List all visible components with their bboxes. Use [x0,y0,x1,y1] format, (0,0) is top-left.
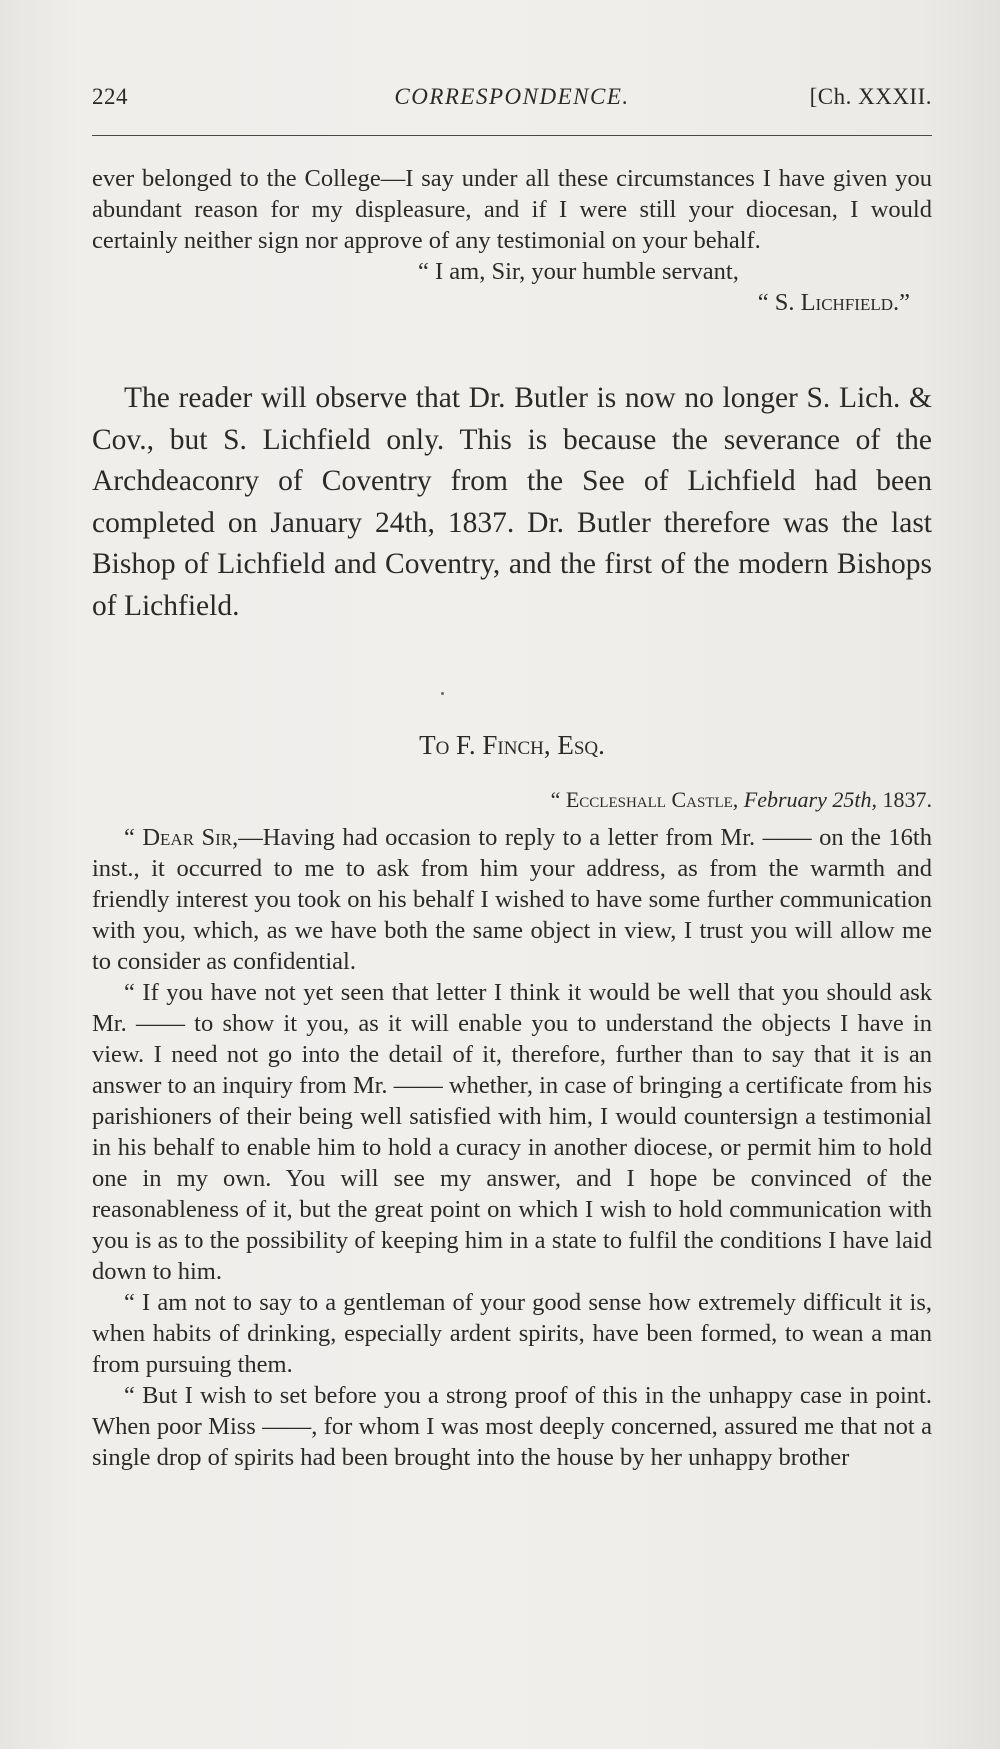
letter-heading-text: To F. Finch, Esq. [419,730,605,760]
dateline-date: February 25th, [743,787,877,812]
ink-speck [441,692,444,695]
running-title: CORRESPONDENCE. [394,84,630,109]
paragraph-text: —Having had occasion to reply to a letter from Mr. —— on the 16th inst., it occurred to me to ask from him your address, as from the warmth and friendly interest you took on his behalf I wished to have some further communication with you, which, as we have both the same object in view, I trust you will allow me to consider as confidential. [92,824,932,975]
letter-closing: “ I am, Sir, your humble servant, [418,258,739,285]
chapter-label: [Ch. XXXII. [809,84,932,109]
letter-paragraph: “ But I wish to set before you a strong proof of this in the unhappy case in point. When poor Miss ——, for whom I was most deeply concerned, assured me that not a single drop of spirits had been brought into the house by her unhappy brother [92,1382,932,1471]
commentary-paragraph [92,378,932,627]
dateline [92,784,932,815]
letter-end [92,163,932,318]
header-rule [92,135,932,136]
salutation: “ Dear Sir, [124,824,239,851]
running-header [92,80,932,116]
letter-body [92,822,932,1473]
commentary-text: The reader will observe that Dr. Butler is now no longer S. Lich. & Cov., but S. Lichfield only. This is because the severance of the Archdeaconry of Coventry from the See of Lichfield had been completed on January 24th, 1837. Dr. Butler therefore was the last Bishop of Lichfield and Coventry, and the first of the modern Bishops of Lichfield. [92,382,932,622]
letter-paragraph: “ I am not to say to a gentleman of your good sense how extremely difficult it is, when habits of drinking, especially ardent spirits, have been formed, to wean a man from pursuing them. [92,1289,932,1378]
dateline-year: 1837. [882,787,932,812]
letter-end-text: ever belonged to the College—I say under all these circumstances I have given you abundant reason for my displeasure, and if I were still your diocesan, I would certainly neither sign nor approve of any testimonial on your behalf. [92,165,932,254]
letter-paragraph [92,822,932,977]
letter-signature: “ S. Lichfield.” [757,289,910,316]
dateline-place: “ Eccleshall Castle, [550,787,739,812]
page-number: 224 [92,84,128,109]
letter-heading [92,725,932,767]
letter-paragraph: “ If you have not yet seen that letter I think it would be well that you should ask Mr. —— to show it you, as it will enable you to understand the objects I have in view. I need not go into the detail of it, therefore, further than to say that it is an answer to an inquiry from Mr. —— whether, in case of bringing a certificate from his parishioners of their being well satisfied with him, I would countersign a testimonial in his behalf to enable him to hold a curacy in another diocese, or permit him to hold one in my own. You will see my answer, and I hope be convinced of the reasonableness of it, but the great point on which I wish to hold communication with you is as to the possibility of keeping him in a state to fulfil the conditions I have laid down to him. [92,979,932,1285]
